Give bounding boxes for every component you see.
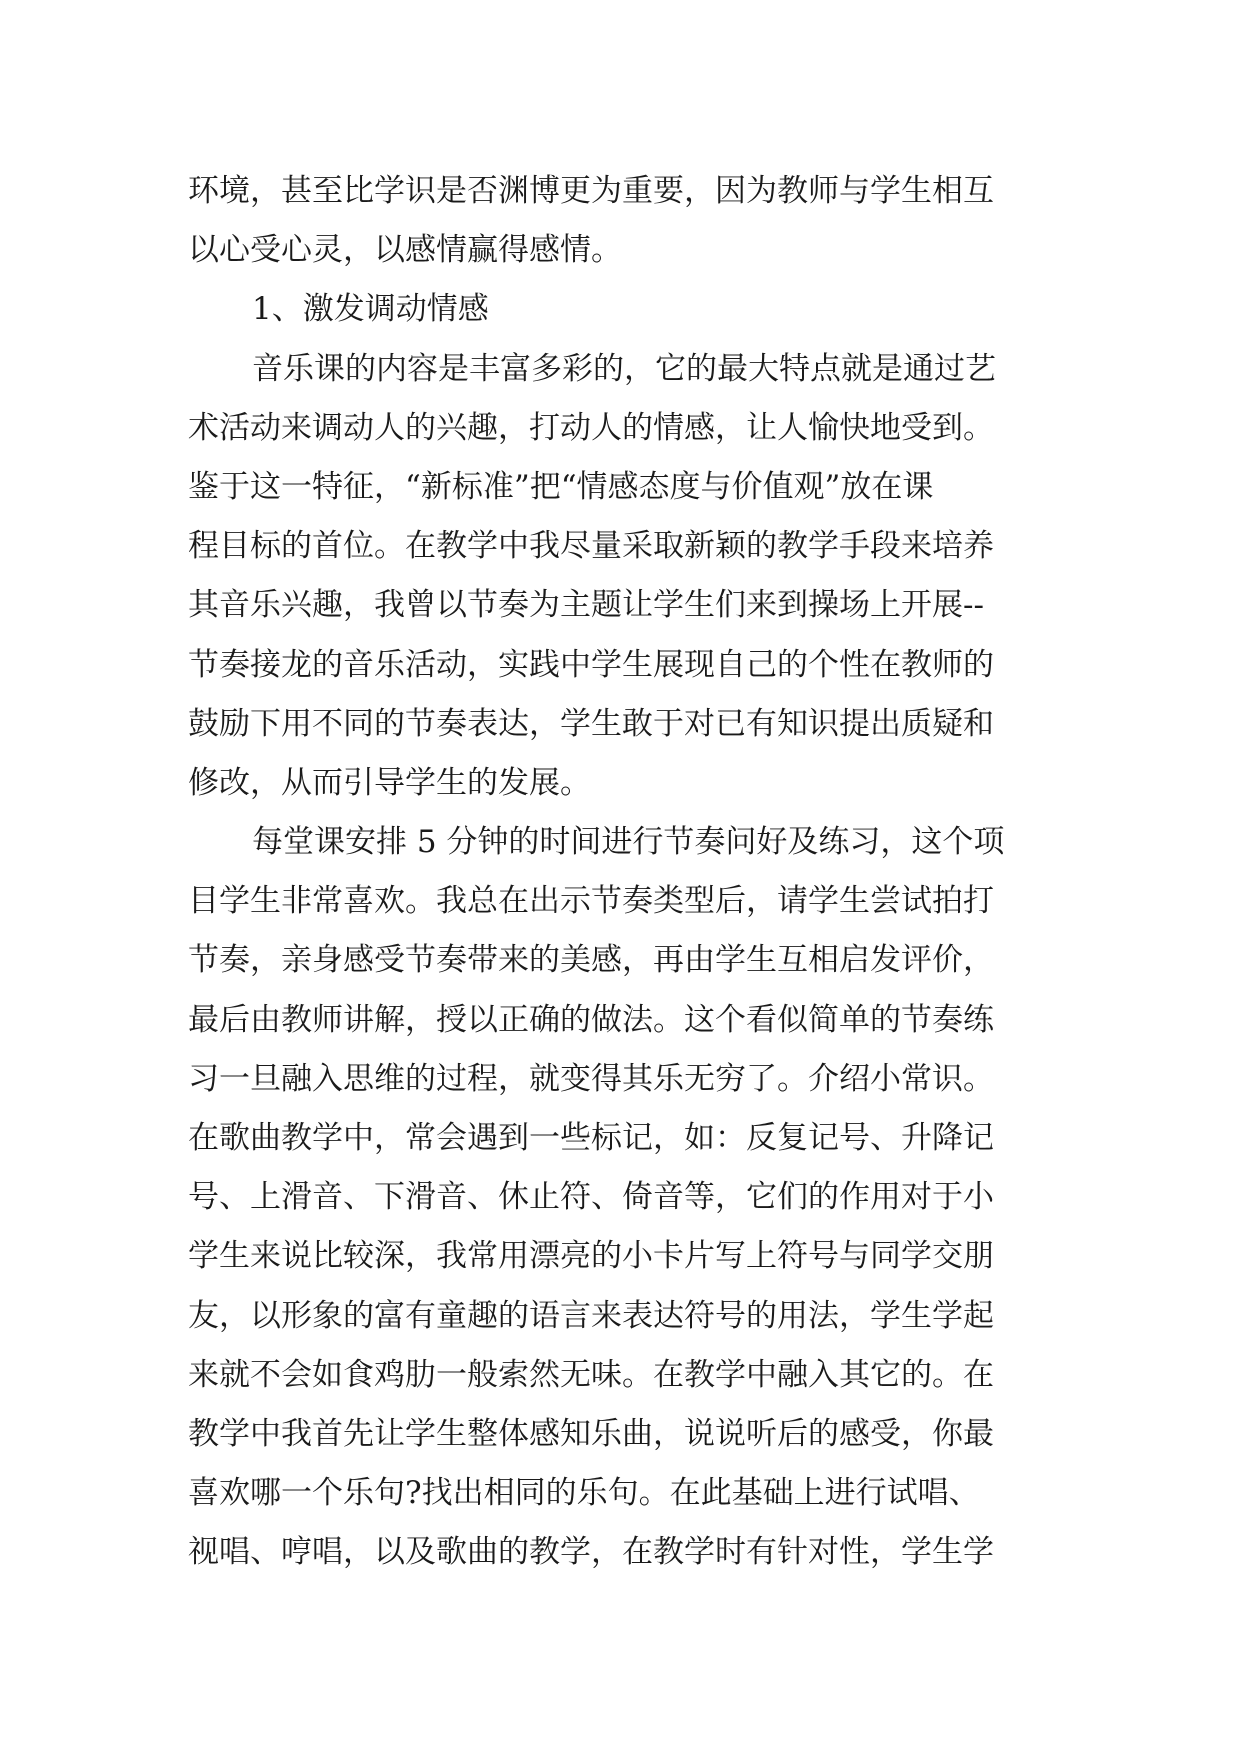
paragraph-start: 每堂课安排 5 分钟的时间进行节奏问好及练习，这个项 [252,824,1005,861]
text-line: 环境，甚至比学识是否渊博更为重要，因为教师与学生相互 [188,173,994,209]
text-line: 学生来说比较深，我常用漂亮的小卡片写上符号与同学交朋 [188,1238,994,1275]
section-heading: 1、激发调动情感 [252,291,489,328]
document-body [188,162,1058,1583]
text-line: 鉴于这一特征，“新标准”把“情感态度与价值观”放在课 [188,468,934,505]
text-line: 程目标的首位。在教学中我尽量采取新颖的教学手段来培养 [188,528,994,565]
text-line: 在歌曲教学中，常会遇到一些标记，如：反复记号、升降记 [188,1120,994,1156]
text-line: 号、上滑音、下滑音、休止符、倚音等，它们的作用对于小 [188,1179,994,1216]
text-line: 目学生非常喜欢。我总在出示节奏类型后，请学生尝试拍打 [188,883,994,920]
text-line: 来就不会如食鸡肋一般索然无味。在教学中融入其它的。在 [188,1356,994,1393]
text-line: 其音乐兴趣，我曾以节奏为主题让学生们来到操场上开展-- [188,587,984,624]
text-line: 修改，从而引导学生的发展。 [188,764,591,801]
paragraph-start: 音乐课的内容是丰富多彩的，它的最大特点就是通过艺 [252,350,996,387]
text-line: 喜欢哪一个乐句?找出相同的乐句。在此基础上进行试唱、 [188,1475,980,1512]
text-line: 友，以形象的富有童趣的语言来表达符号的用法，学生学起 [188,1297,994,1334]
text-line: 节奏，亲身感受节奏带来的美感，再由学生互相启发评价， [188,942,994,979]
text-line: 以心受心灵，以感情赢得感情。 [188,232,622,269]
text-line: 鼓励下用不同的节奏表达，学生敢于对已有知识提出质疑和 [188,705,994,742]
text-line: 习一旦融入思维的过程，就变得其乐无穷了。介绍小常识。 [188,1060,994,1097]
text-line: 最后由教师讲解，授以正确的做法。这个看似简单的节奏练 [188,1001,994,1038]
text-line: 教学中我首先让学生整体感知乐曲，说说听后的感受，你最 [188,1415,994,1452]
text-line: 视唱、哼唱，以及歌曲的教学，在教学时有针对性，学生学 [188,1534,994,1571]
text-line: 术活动来调动人的兴趣，打动人的情感，让人愉快地受到。 [188,409,994,446]
text-line: 节奏接龙的音乐活动，实践中学生展现自己的个性在教师的 [188,646,994,683]
